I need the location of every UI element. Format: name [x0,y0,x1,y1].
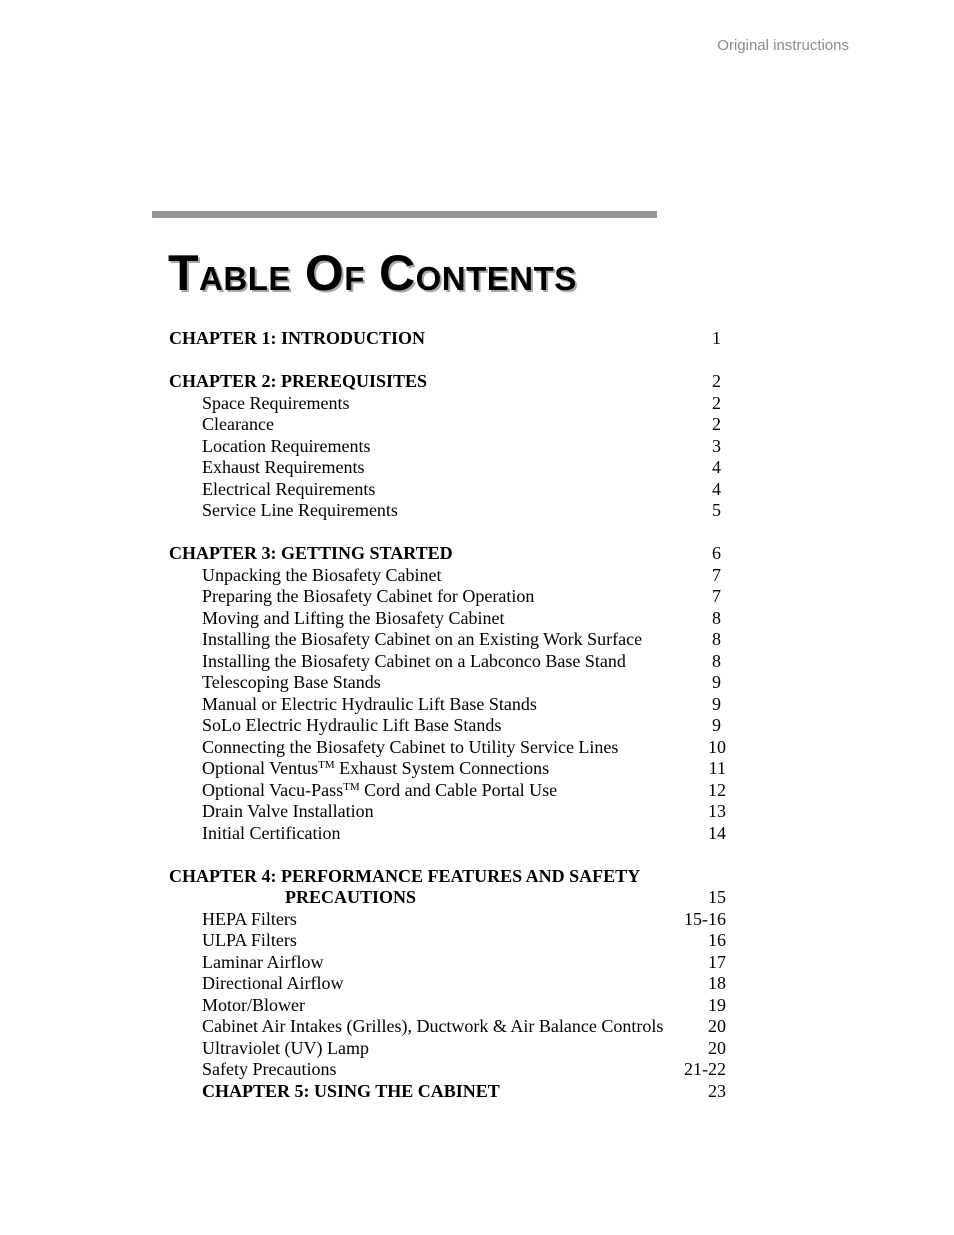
title-rest-ontents: ONTENTS [415,260,577,297]
toc-entry-label: Safety Precautions [202,1059,337,1079]
toc-entry-label: CHAPTER 2: PREREQUISITES [169,371,428,391]
toc-entry-page: 15 [708,887,726,907]
toc-entry-label: CHAPTER 1: INTRODUCTION [169,328,426,348]
toc-entry-page: 8 [712,629,721,649]
title-rule [152,211,657,218]
toc-entry-page: 19 [708,995,726,1015]
toc-entry-page: 3 [712,436,721,456]
toc-entry-page: 4 [712,479,721,499]
toc-entry-label: Service Line Requirements [202,500,398,520]
toc-entry-page: 8 [712,651,721,671]
toc-entry-page: 16 [708,930,726,950]
page-title [168,244,577,302]
toc-entry-label: HEPA Filters [202,909,297,929]
toc-entry-page: 20 [708,1038,726,1058]
toc-entry-label: Ultraviolet (UV) Lamp [202,1038,369,1058]
toc-entry-page: 14 [708,823,726,843]
toc-entry-page: 23 [708,1081,726,1101]
toc-entry-label: Exhaust Requirements [202,457,365,477]
toc-entry-page: 9 [712,672,721,692]
toc-entry-label: Preparing the Biosafety Cabinet for Operation [202,586,535,606]
toc-entry-label: Installing the Biosafety Cabinet on an Existing Work Surface [202,629,643,649]
toc-entry-page: 2 [712,393,721,413]
toc-entry-page: 1 [712,328,721,348]
title-cap-o: O [304,245,345,301]
toc-entry-label: ULPA Filters [202,930,297,950]
toc-entry-page: 21-22 [684,1059,726,1079]
toc-entry-label: Optional Ventus™ Exhaust System Connections [202,758,550,778]
toc-entry-label: SoLo Electric Hydraulic Lift Base Stands [202,715,502,735]
toc-entry-label: Space Requirements [202,393,350,413]
toc-entry-page: 11 [708,758,726,778]
toc-entry-page: 20 [708,1016,726,1036]
toc-entry-label: Clearance [202,414,274,434]
toc-entry-label: Laminar Airflow [202,952,324,972]
toc-entry-page: 9 [712,694,721,714]
toc-entry-label: Location Requirements [202,436,371,456]
toc-entry-label: Unpacking the Biosafety Cabinet [202,565,442,585]
toc-entry-label: Initial Certification [202,823,341,843]
toc-entry-page: 17 [708,952,726,972]
toc-entry-page: 7 [712,586,721,606]
toc-entry-label: Cabinet Air Intakes (Grilles), Ductwork & Air Balance Controls [202,1016,664,1036]
toc-entry-label: CHAPTER 4: PERFORMANCE FEATURES AND SAFETY [169,866,641,886]
toc-entry-label: Optional Vacu-Pass™ Cord and Cable Portal Use [202,780,558,800]
toc-entry-page: 4 [712,457,721,477]
toc-entry-page: 2 [712,414,721,434]
title-cap-t: T [168,245,200,301]
toc-entry-label: Connecting the Biosafety Cabinet to Utility Service Lines [202,737,619,757]
toc-entry-page: 8 [712,608,721,628]
toc-entry-page: 12 [708,780,726,800]
toc-entry-page: 13 [708,801,726,821]
toc-entry-label: CHAPTER 3: GETTING STARTED [169,543,453,563]
toc-entry-page: 7 [712,565,721,585]
toc-entry-label: Telescoping Base Stands [202,672,381,692]
toc-entry-page: 2 [712,371,721,391]
toc-entry-label: Motor/Blower [202,995,305,1015]
title-rest-f: F [344,260,365,297]
toc-entry-label: Electrical Requirements [202,479,376,499]
toc-entry-page: 6 [712,543,721,563]
toc-entry-page: 10 [708,737,726,757]
toc-entry-label: Moving and Lifting the Biosafety Cabinet [202,608,505,628]
title-cap-c: C [378,245,416,301]
title-rest-able: ABLE [199,260,291,297]
toc-entry-label: Installing the Biosafety Cabinet on a Labconco Base Stand [202,651,626,671]
toc-entry-label: Directional Airflow [202,973,344,993]
toc-entry-page: 18 [708,973,726,993]
toc-entry-label: Drain Valve Installation [202,801,374,821]
toc-entry-page: 15-16 [684,909,726,929]
toc-entry-page: 5 [712,500,721,520]
toc-entry-label: Manual or Electric Hydraulic Lift Base Stands [202,694,537,714]
toc-entry-page: 9 [712,715,721,735]
original-instructions-note: Original instructions [717,37,849,54]
toc-entry-label: CHAPTER 5: USING THE CABINET [202,1081,500,1101]
toc-entry-label: PRECAUTIONS [285,887,417,907]
